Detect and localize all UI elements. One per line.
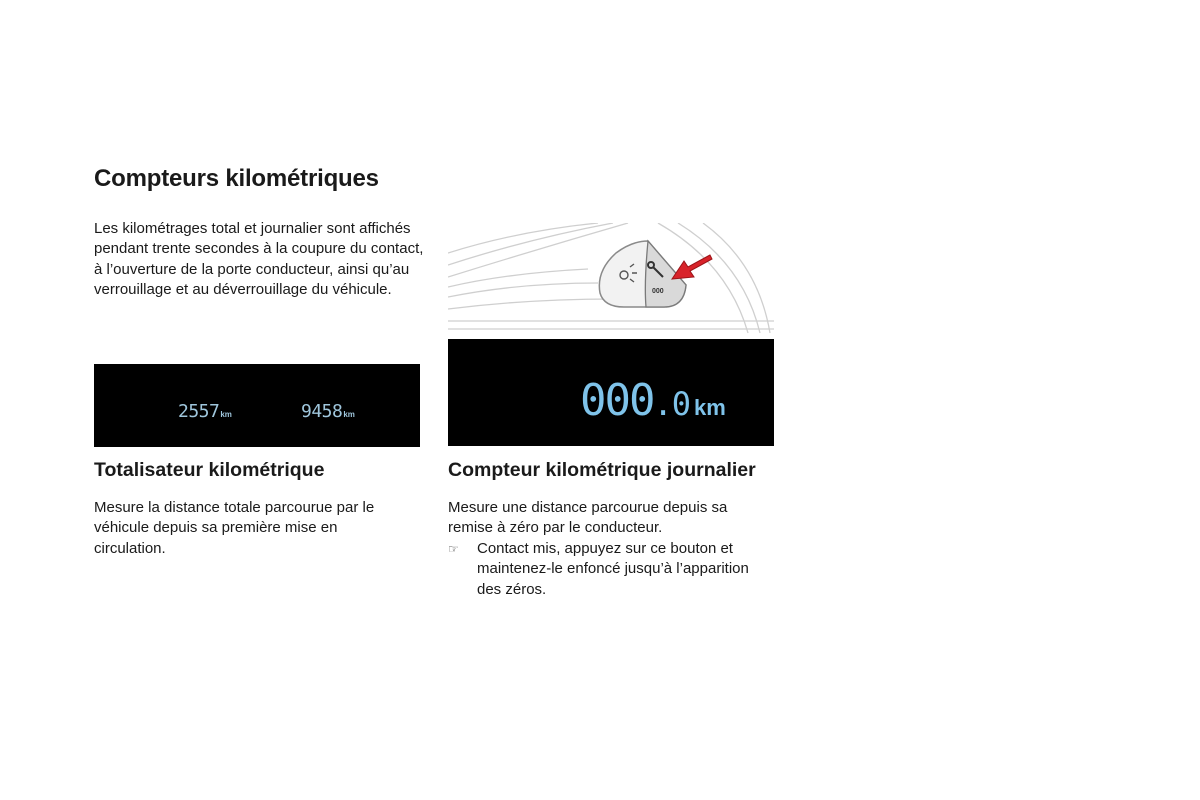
trip-meter-unit: km xyxy=(694,395,726,420)
red-arrow-icon xyxy=(672,255,712,279)
button-label: 000 xyxy=(652,288,664,295)
hand-pointer-icon: ☞ xyxy=(448,542,459,556)
intro-paragraph: Les kilométrages total et journalier sont affichés pendant trente secondes à la coupure du contact, à l’ouverture de la porte conducteur, ainsi qu’au verrouillage et au déverrouillage du véhicule. xyxy=(94,220,424,298)
page-title: Compteurs kilométriques xyxy=(94,165,379,192)
instruction-text: Contact mis, appuyez sur ce bouton et maintenez-le enfoncé jusqu’à l’apparition des zéros. xyxy=(477,540,749,598)
total-mileage-readout xyxy=(178,403,232,424)
trip-meter-decimal: .0 xyxy=(653,385,691,423)
trip-meter-main-digits: 000 xyxy=(580,375,654,426)
instrument-cluster-illustration xyxy=(448,223,774,337)
dial-arc-5 xyxy=(448,283,598,297)
instruction-bullet xyxy=(448,539,778,600)
total-mileage-display xyxy=(94,364,420,447)
total-mileage-value: 2557 xyxy=(178,401,220,422)
trip-meter-readout xyxy=(580,375,726,426)
trip-meter-display xyxy=(448,339,774,446)
total-mileage-heading: Totalisateur kilométrique xyxy=(94,459,325,481)
dial-arc-4 xyxy=(448,269,588,287)
trip-meter-description: Mesure une distance parcourue depuis sa remise à zéro par le conducteur. xyxy=(448,499,728,537)
right-dial-arc-2 xyxy=(678,223,760,333)
trip-mileage-unit: km xyxy=(343,410,355,419)
trip-meter-heading: Compteur kilométrique journalier xyxy=(448,459,756,481)
total-mileage-description: Mesure la distance totale parcourue par le véhicule depuis sa première mise en circulation. xyxy=(94,499,375,557)
trip-mileage-value: 9458 xyxy=(301,401,343,422)
total-mileage-unit: km xyxy=(220,410,232,419)
dial-arc-6 xyxy=(448,299,613,309)
cluster-drawing xyxy=(448,223,774,337)
trip-mileage-readout xyxy=(301,403,355,424)
dial-arc-2 xyxy=(448,223,613,265)
